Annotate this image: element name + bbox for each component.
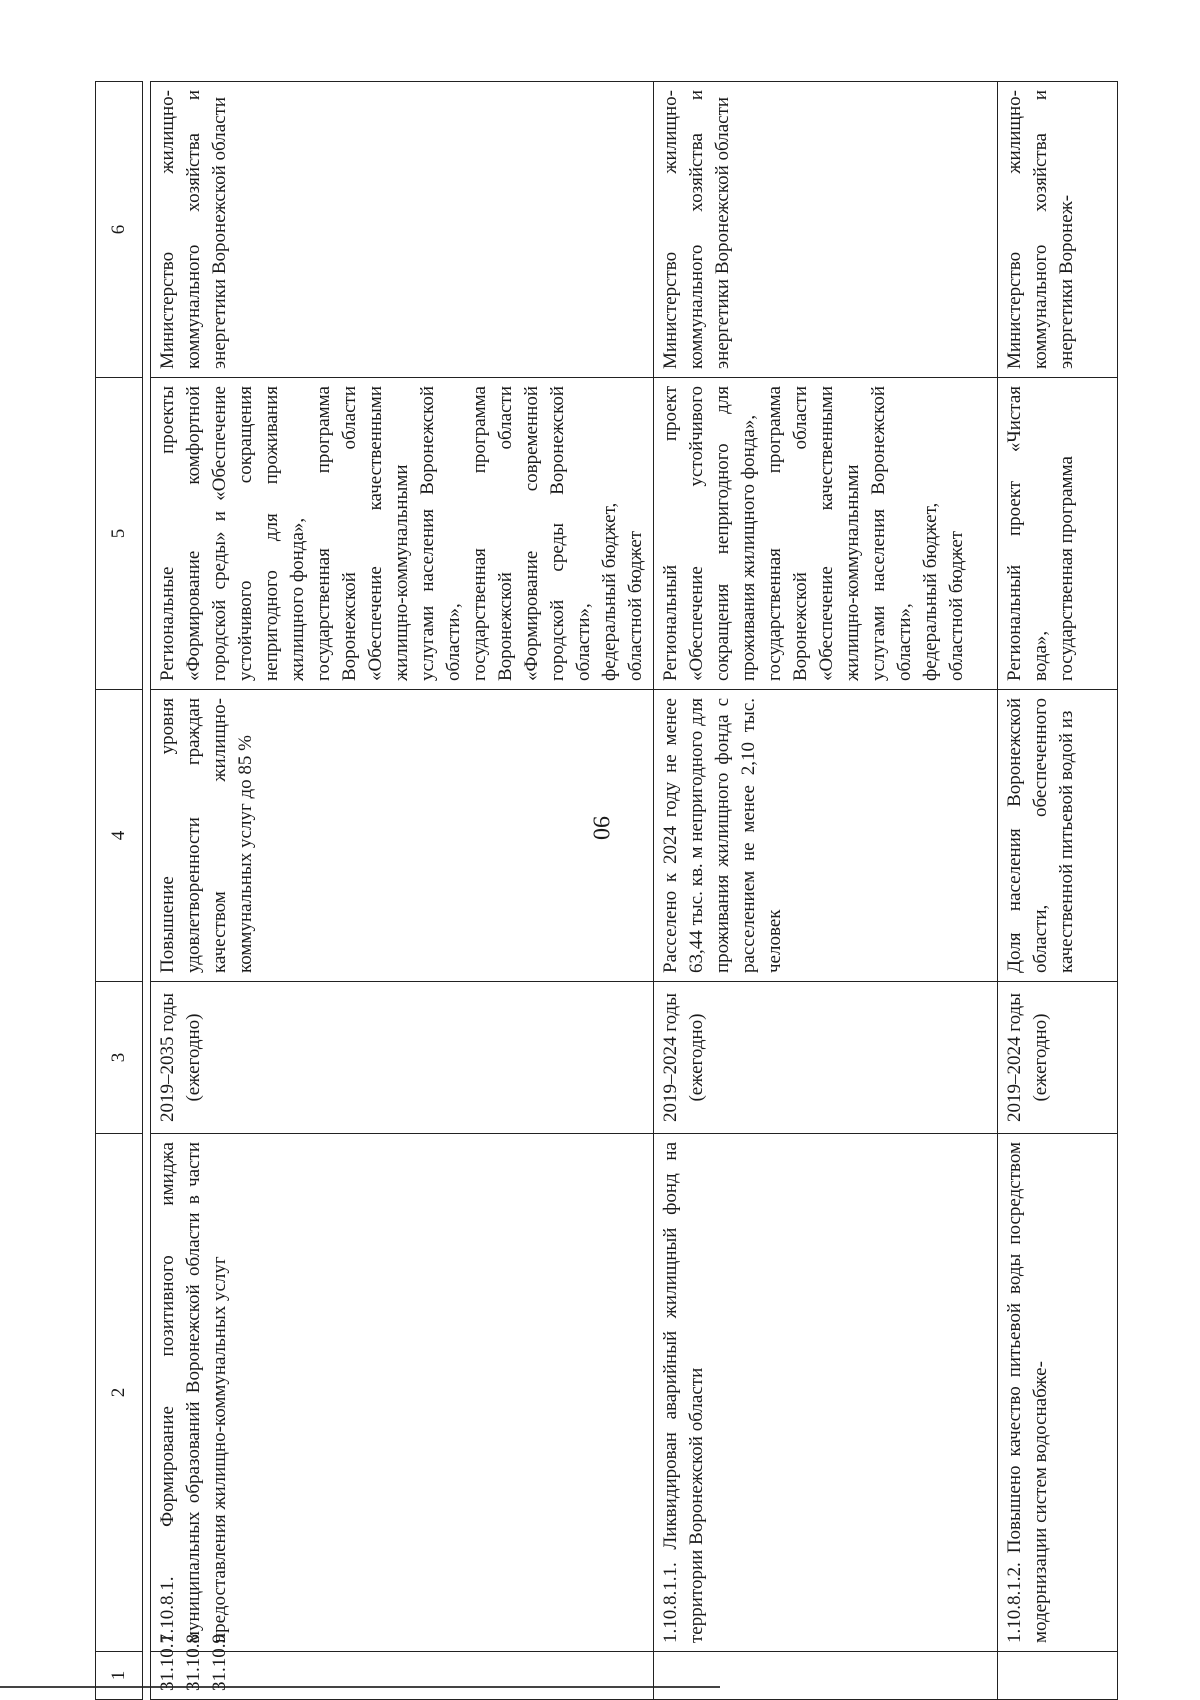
row-indicator: Расселено к 2024 году не менее 63,44 тыс. кв. м непригодного для проживания жилищного фонда с расселением не менее 2,10 тыс. человек	[654, 690, 998, 982]
rotated-table-sheet	[95, 82, 1157, 1700]
row-code: 31.10.9	[209, 1634, 230, 1691]
page-number: 90	[587, 816, 614, 840]
row-programs	[151, 378, 654, 690]
header-row	[96, 82, 143, 1700]
period-note: (ежегодно)	[686, 1013, 707, 1102]
row-executor: Министерство жилищно-коммунального хозяйства и энергетики Воронежской области	[654, 82, 998, 378]
row-code: 31.10.8	[183, 1634, 204, 1691]
header-col-4: 4	[96, 690, 143, 982]
program-item: областной бюджет	[946, 530, 967, 681]
program-item: областной бюджет	[625, 530, 646, 681]
header-col-3: 3	[96, 982, 143, 1134]
period-years: 2019–2024 годы	[660, 993, 681, 1122]
table-row	[654, 82, 998, 1700]
row-result: 1.10.8.1.2. Повышено качество питьевой воды посредством модернизации систем водоснабже-	[998, 1134, 1118, 1652]
plan-table	[95, 81, 1118, 1700]
table-row	[151, 82, 654, 1700]
header-col-2: 2	[96, 1134, 143, 1652]
program-item: Региональный проект «Обеспечение устойчивого сокращения непригодного для проживания жилищного фонда»,	[660, 386, 759, 681]
row-executor: Министерство жилищно-коммунального хозяйства и энергетики Воронеж-	[998, 82, 1118, 378]
row-period	[654, 982, 998, 1134]
header-col-1: 1	[96, 1652, 143, 1700]
row-indicator: Доля населения Воронежской области, обеспеченного качественной питьевой водой из	[998, 690, 1118, 982]
row-executor: Министерство жилищно-коммунального хозяйства и энергетики Воронежской области	[151, 82, 654, 378]
program-item: федеральный бюджет,	[599, 502, 620, 681]
row-code: 31.10.7	[157, 1634, 178, 1691]
row-codes	[654, 1652, 998, 1700]
program-item: государственная программа	[1056, 456, 1077, 681]
header-col-5: 5	[96, 378, 143, 690]
row-result: 1.10.8.1.1. Ликвидирован аварийный жилищный фонд на территории Воронежской области	[654, 1134, 998, 1652]
row-programs	[654, 378, 998, 690]
program-item: федеральный бюджет,	[920, 502, 941, 681]
period-years: 2019–2035 годы	[157, 993, 178, 1122]
program-item: Региональные проекты «Формирование комфортной городской среды» и «Обеспечение устойчивого сокращения непригодного для проживания жилищного фонда»,	[157, 386, 308, 681]
row-codes	[151, 1634, 654, 1700]
row-programs	[998, 378, 1118, 690]
row-period	[998, 982, 1118, 1134]
program-item: государственная программа Воронежской области «Обеспечение качественными жилищно-коммунальными услугами населения Воронежской области»,	[764, 386, 915, 681]
row-codes	[998, 1652, 1118, 1700]
period-years: 2019–2024 годы	[1004, 993, 1025, 1122]
program-item: государственная программа Воронежской области «Формирование современной городской среды Воронежской области»,	[469, 386, 594, 681]
row-indicator: Повышение уровня удовлетворенности граждан качеством жилищно-коммунальных услуг до 85 %	[151, 690, 654, 982]
row-result: 1.10.8.1. Формирование позитивного имиджа муниципальных образований Воронежской области в части предоставления жилищно-коммунальных услуг	[151, 1134, 654, 1652]
table-row	[998, 82, 1118, 1700]
period-note: (ежегодно)	[183, 1013, 204, 1102]
program-item: государственная программа Воронежской области «Обеспечение качественными жилищно-коммунальными услугами населения Воронежской области»,	[313, 386, 464, 681]
header-col-6: 6	[96, 82, 143, 378]
period-note: (ежегодно)	[1030, 1013, 1051, 1102]
row-period	[151, 982, 654, 1134]
program-item: Региональный проект «Чистая вода»,	[1004, 386, 1051, 681]
spacer-row	[143, 82, 151, 1700]
